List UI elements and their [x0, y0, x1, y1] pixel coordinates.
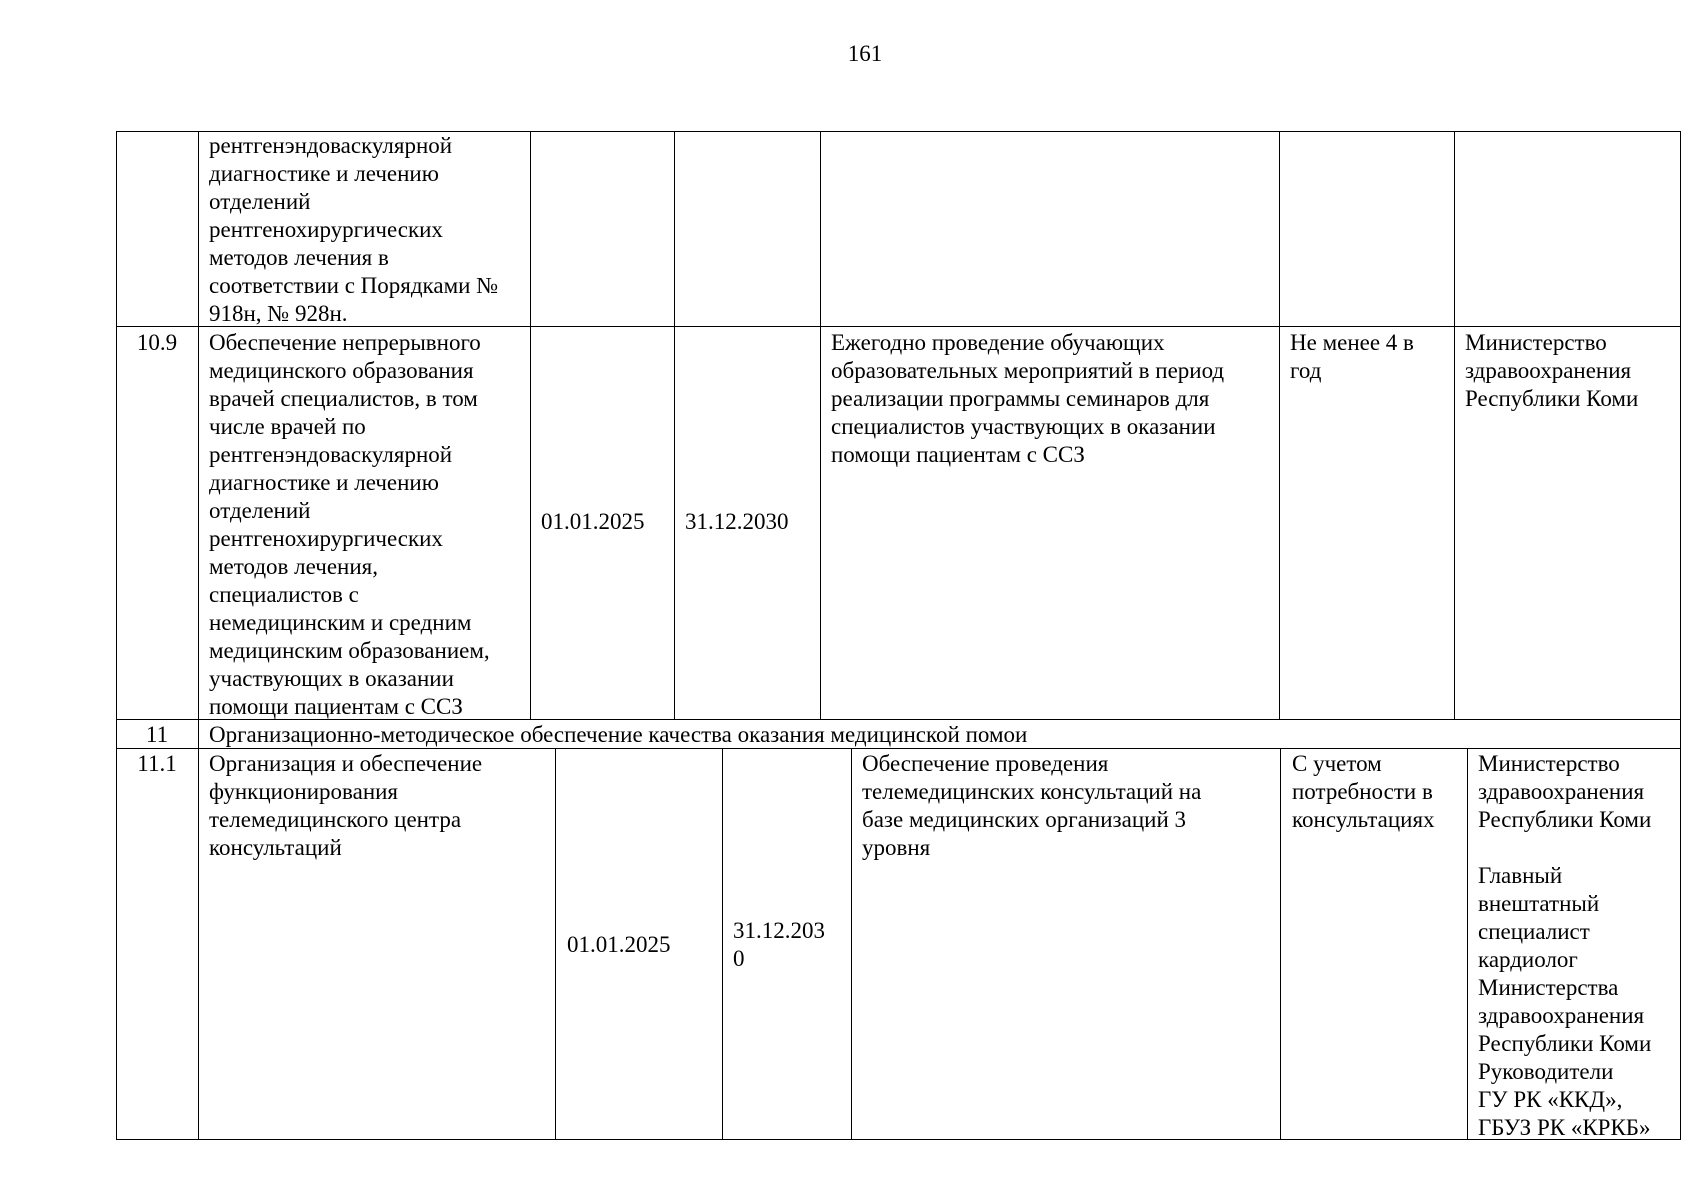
column-divider	[1467, 748, 1468, 1140]
start-date: 01.01.2025	[567, 932, 671, 957]
column-divider	[722, 748, 723, 1140]
column-divider	[1279, 131, 1280, 720]
responsible: Министерство здравоохранения Республики Коми Главный внештатный специалист кардиолог Министерства здравоохранения Республики Коми Руководители ГУ РК «ККД», ГБУЗ РК «КРКБ»	[1478, 751, 1652, 1140]
row-continuation-description: рентгенэндоваскулярной диагностике и лечению отделений рентгенохирургических методов лечения в соответствии с Порядками № 918н, № 928н.	[209, 133, 499, 326]
column-divider	[820, 131, 821, 720]
column-divider	[530, 131, 531, 720]
end-date: 31.12.203 0	[733, 918, 825, 971]
row-number: 11.1	[137, 751, 177, 776]
column-divider	[851, 748, 852, 1140]
table-border-right	[1680, 131, 1681, 1140]
responsible: Министерство здравоохранения Республики Коми	[1465, 330, 1639, 411]
expected-result: Ежегодно проведение обучающих образовательных мероприятий в период реализации программы семинаров для специалистов участвующих в оказании помощи пациентам с ССЗ	[831, 330, 1225, 467]
column-divider	[674, 131, 675, 720]
table-border-left	[116, 131, 117, 1140]
section-number: 11	[145, 722, 169, 747]
indicator: С учетом потребности в консультациях	[1292, 751, 1435, 832]
column-divider	[198, 131, 199, 1140]
column-divider	[555, 748, 556, 1140]
activity-description: Обеспечение непрерывного медицинского образования врачей специалистов, в том числе врачей по рентгенэндоваскулярной диагностике и лечению отделений рентгенохирургических методов лечения, специалистов с немедицинским и средним медицинским образованием, участвующих в оказании помощи пациентам с ССЗ	[209, 330, 490, 719]
indicator: Не менее 4 в год	[1290, 330, 1414, 383]
section-title: Организационно-методическое обеспечение качества оказания медицинской помои	[209, 722, 1028, 747]
column-divider	[1454, 131, 1455, 720]
row-number: 10.9	[136, 330, 178, 355]
expected-result: Обеспечение проведения телемедицинских консультаций на базе медицинских организаций 3 уровня	[862, 751, 1202, 860]
page-number: 161	[847, 41, 883, 66]
end-date: 31.12.2030	[685, 509, 789, 534]
start-date: 01.01.2025	[541, 509, 645, 534]
column-divider	[1280, 748, 1281, 1140]
activity-description: Организация и обеспечение функционирования телемедицинского центра консультаций	[209, 751, 483, 860]
table-border-bottom	[116, 1139, 1681, 1140]
